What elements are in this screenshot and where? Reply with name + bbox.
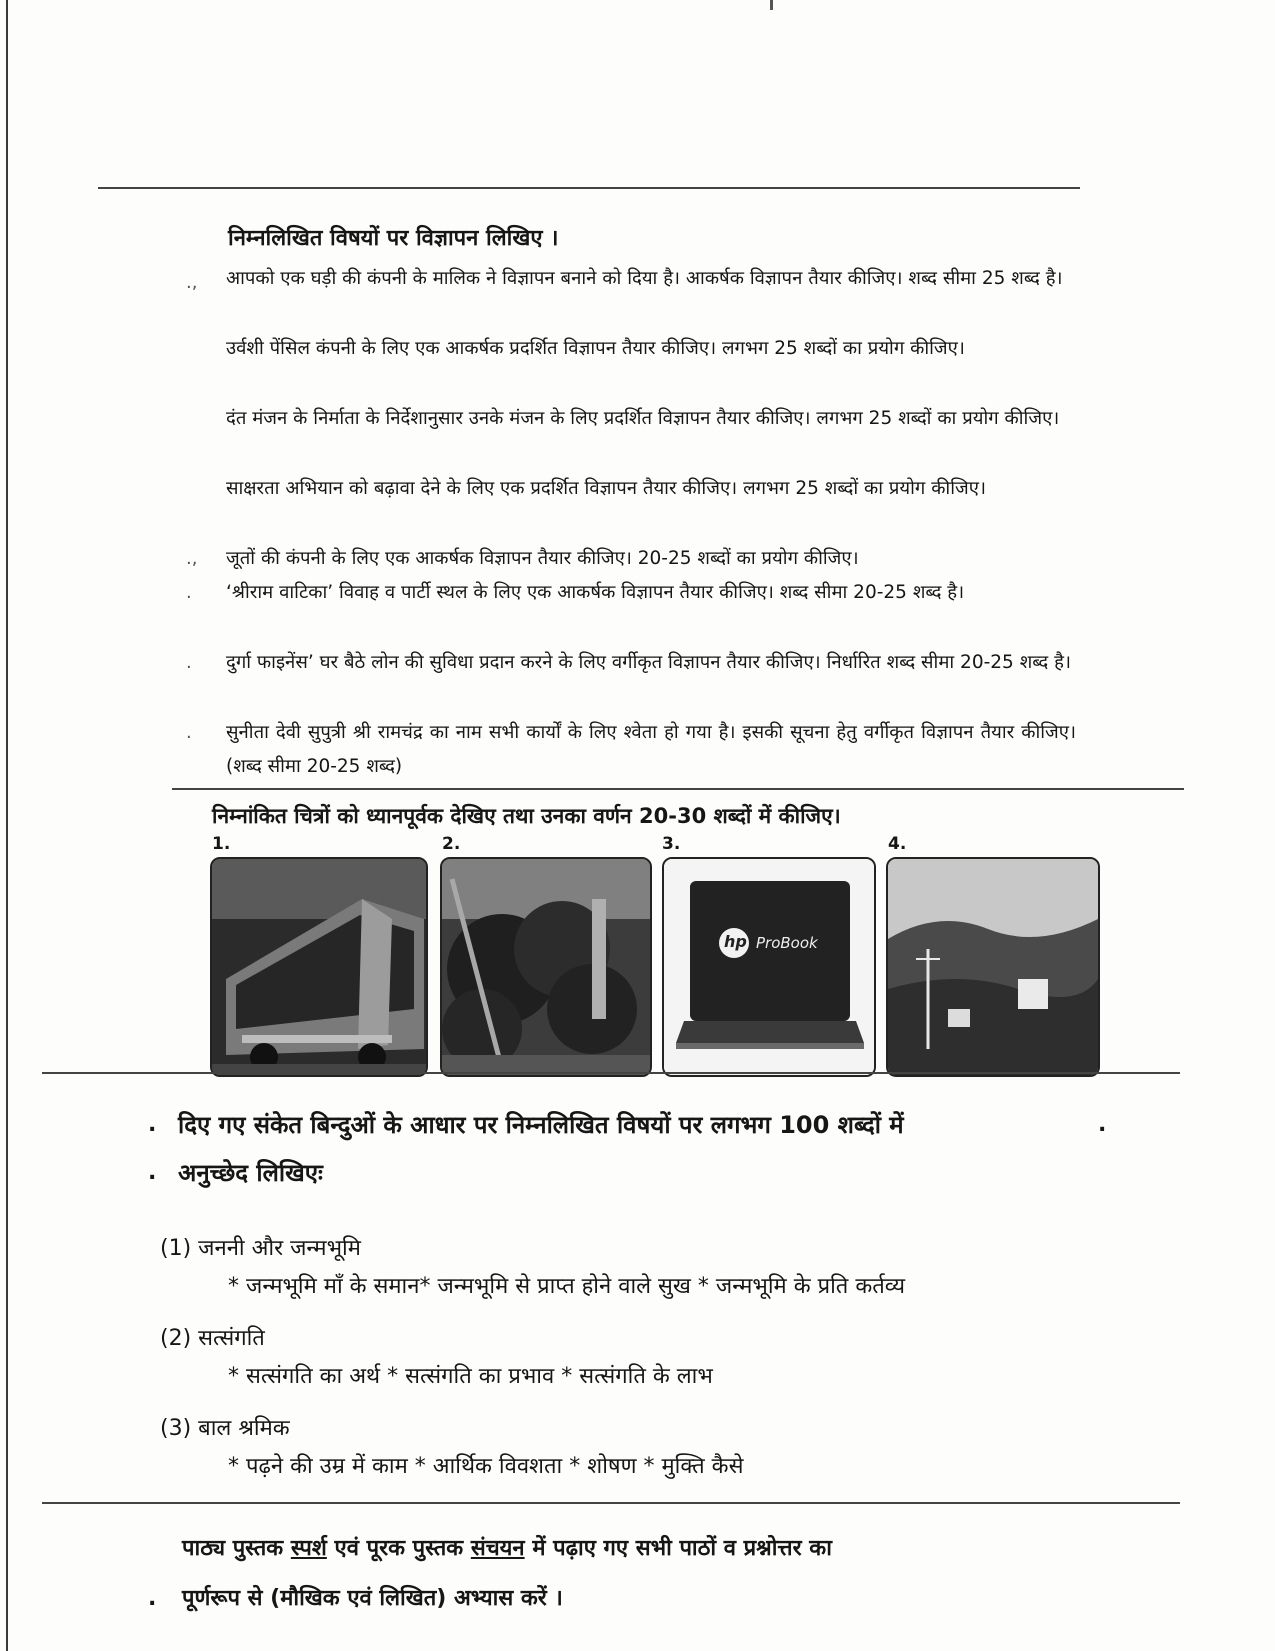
topic-2-points: * सत्संगति का अर्थ * सत्संगति का प्रभाव * सत्संगति के लाभ (228, 1364, 713, 1389)
laptop-picture (662, 857, 876, 1077)
bus-illustration (212, 859, 426, 1075)
practice-line1 (182, 1532, 832, 1562)
ad-item-1: आपको एक घड़ी की कंपनी के मालिक ने विज्ञापन बनाने को दिया है। आकर्षक विज्ञापन तैयार कीजिए। शब्द सीमा 25 शब्द है। (226, 268, 1063, 289)
bullet-mark: . (186, 652, 192, 673)
scan-left-edge (6, 0, 8, 1651)
ad-item-8: सुनीता देवी सुपुत्री श्री रामचंद्र का नाम सभी कार्यों के लिए श्वेता हो गया है। इसकी सूचना हेतु वर्गीकृत विज्ञापन तैयार कीजिए। (शब्द सीमा 20-25 शब्द) (226, 722, 1076, 777)
ads-section-title: निम्नलिखित विषयों पर विज्ञापन लिखिए । (228, 226, 559, 251)
practice-text-pre1: पाठ्य पुस्तक (182, 1536, 284, 1561)
bullet-mark: . (148, 1112, 157, 1137)
picture-number-2: 2. (442, 834, 461, 854)
ad-item-7: दुर्गा फाइनेंस’ घर बैठे लोन की सुविधा प्रदान करने के लिए वर्गीकृत विज्ञापन तैयार कीजिए। निर्धारित शब्द सीमा 20-25 शब्द है। (226, 652, 1071, 673)
topic-1-title: (1) जननी और जन्मभूमि (160, 1236, 361, 1261)
tree-illustration (442, 859, 650, 1075)
bus-picture (210, 857, 428, 1077)
ad-item-2: उर्वशी पेंसिल कंपनी के लिए एक आकर्षक प्रदर्शित विज्ञापन तैयार कीजिए। लगभग 25 शब्दों का प्रयोग कीजिए। (226, 338, 965, 359)
picture-number-4: 4. (888, 834, 907, 854)
divider-pictures (42, 1072, 1180, 1074)
bullet-mark: . (1098, 1112, 1107, 1137)
book-sanchayan: संचयन (470, 1536, 525, 1561)
topic-1-points: * जन्मभूमि माँ के समान* जन्मभूमि से प्राप्त होने वाले सुख * जन्मभूमि के प्रति कर्तव्य (228, 1274, 906, 1299)
landscape-picture (886, 857, 1100, 1077)
picture-number-3: 3. (662, 834, 681, 854)
bullet-mark: ., (186, 548, 198, 569)
practice-line2: पूर्णरूप से (मौखिक एवं लिखित) अभ्यास करें । (182, 1586, 563, 1611)
tree-picture (440, 857, 652, 1077)
ad-item-6: ‘श्रीराम वाटिका’ विवाह व पार्टी स्थल के लिए एक आकर्षक विज्ञापन तैयार कीजिए। शब्द सीमा 20-25 शब्द है। (226, 582, 965, 603)
landscape-illustration (888, 859, 1098, 1075)
ad-item-5: जूतों की कंपनी के लिए एक आकर्षक विज्ञापन तैयार कीजिए। 20-25 शब्दों का प्रयोग कीजिए। (226, 548, 859, 569)
pictures-section-title: निम्नांकित चित्रों को ध्यानपूर्वक देखिए तथा उनका वर्णन 20-30 शब्दों में कीजिए। (212, 804, 841, 828)
picture-number-1: 1. (212, 834, 231, 854)
practice-text-pre2: एवं पूरक पुस्तक (334, 1536, 464, 1561)
divider-top (98, 187, 1080, 189)
topic-3-title: (3) बाल श्रमिक (160, 1416, 290, 1441)
bullet-mark: ., (186, 272, 198, 293)
topic-3-points: * पढ़ने की उम्र में काम * आर्थिक विवशता * शोषण * मुक्ति कैसे (228, 1454, 744, 1479)
book-sparsh: स्पर्श (290, 1536, 327, 1561)
bullet-mark: . (148, 1160, 157, 1185)
ad-item-4: साक्षरता अभियान को बढ़ावा देने के लिए एक प्रदर्शित विज्ञापन तैयार कीजिए। लगभग 25 शब्दों का प्रयोग कीजिए। (226, 478, 986, 499)
divider-ads (172, 788, 1184, 790)
paragraph-instruction-line2: अनुच्छेद लिखिएः (178, 1159, 323, 1187)
bullet-mark: . (186, 722, 192, 743)
laptop-model-label: ProBook (756, 934, 818, 952)
bullet-mark: . (186, 582, 192, 603)
practice-text-post: में पढ़ाए गए सभी पाठों व प्रश्नोत्तर का (532, 1536, 832, 1561)
paragraph-instruction-line1: दिए गए संकेत बिन्दुओं के आधार पर निम्नलिखित विषयों पर लगभग 100 शब्दों में (178, 1111, 904, 1139)
divider-paragraph (42, 1502, 1180, 1504)
hp-logo: hp (724, 932, 747, 951)
bullet-mark: . (148, 1586, 157, 1611)
laptop-illustration (664, 859, 874, 1075)
scan-top-mark (770, 0, 773, 10)
topic-2-title: (2) सत्संगति (160, 1326, 265, 1351)
ad-item-3: दंत मंजन के निर्माता के निर्देशानुसार उनके मंजन के लिए प्रदर्शित विज्ञापन तैयार कीजिए। लगभग 25 शब्दों का प्रयोग कीजिए। (226, 408, 1060, 429)
